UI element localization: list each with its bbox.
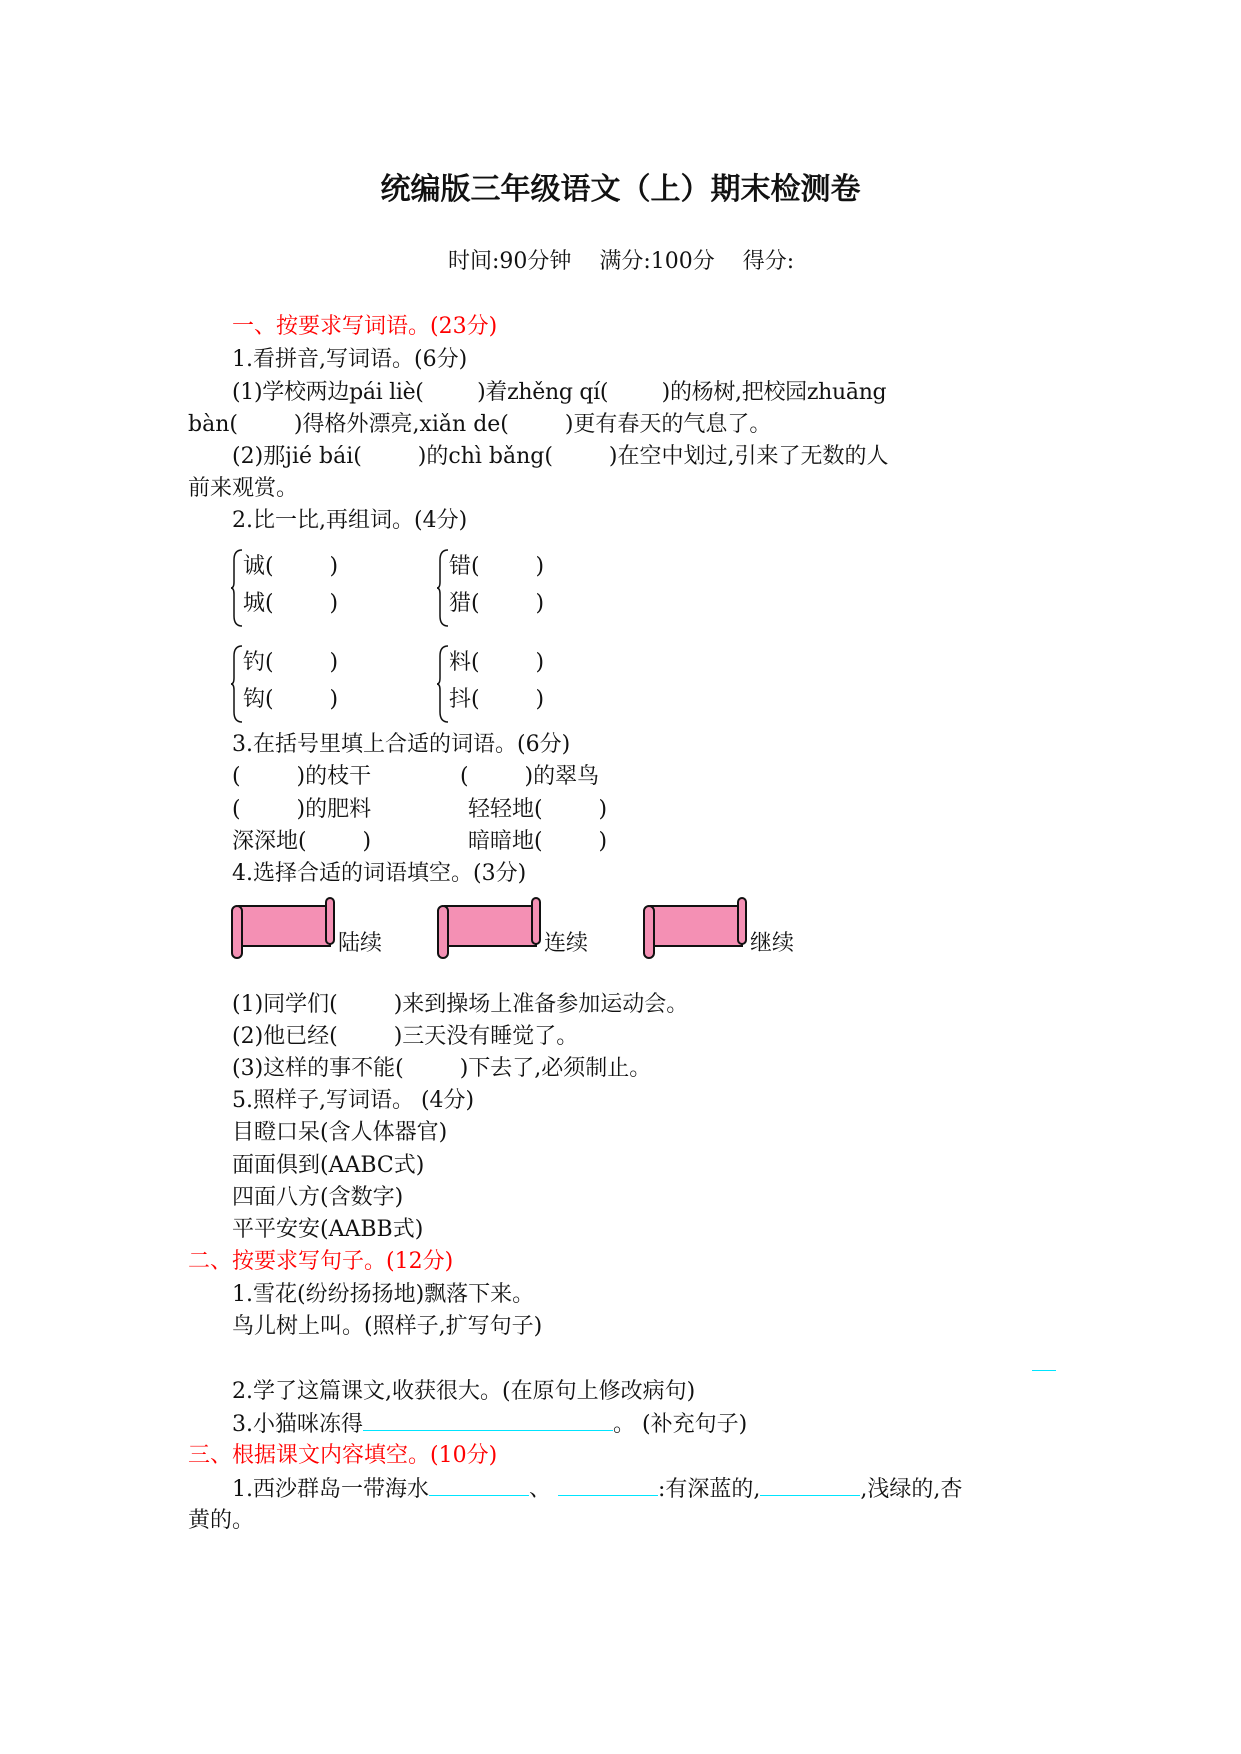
brace-icon [436, 644, 450, 724]
section-2-heading: 二、按要求写句子。(12分) [188, 1249, 454, 1274]
s3-q1-text: 、 [529, 1477, 552, 1502]
q5-item: 平平安安(AABB式) [232, 1217, 424, 1242]
answer-line[interactable] [1032, 1370, 1056, 1371]
q1-label: 1.看拼音,写词语。(6分) [232, 347, 468, 372]
q3-item: ( )的肥料 [232, 797, 372, 822]
q1-line: (2)那jié bái( )的chì bǎng( )在空中划过,引来了无数的人 [232, 444, 889, 469]
q2-item: 钩( ) [243, 687, 339, 712]
s3-q1-text: ,浅绿的,杏 [860, 1477, 963, 1502]
section-3-heading: 三、根据课文内容填空。(10分) [188, 1443, 498, 1468]
q2-item: 抖( ) [449, 687, 545, 712]
exam-header: 时间:90分钟 满分:100分 得分: [448, 249, 795, 274]
q4-sentence: (2)他已经( )三天没有睡觉了。 [232, 1024, 579, 1049]
brace-icon [230, 548, 244, 628]
page-title: 统编版三年级语文（上）期末检测卷 [380, 172, 861, 207]
q3-item: 暗暗地( ) [468, 829, 608, 854]
q1-line: 前来观赏。 [188, 476, 299, 501]
q3-label: 3.在括号里填上合适的词语。(6分) [232, 732, 571, 757]
word-option: 连续 [544, 931, 589, 956]
q2-item: 料( ) [449, 650, 545, 675]
s2-q1-task: 鸟儿树上叫。(照样子,扩写句子) [232, 1314, 543, 1339]
s2-q2: 2.学了这篇课文,收获很大。(在原句上修改病句) [232, 1379, 696, 1404]
q5-item: 面面俱到(AABC式) [232, 1153, 425, 1178]
q2-item: 猎( ) [449, 591, 545, 616]
section-1-heading: 一、按要求写词语。(23分) [232, 314, 498, 339]
q4-sentence: (3)这样的事不能( )下去了,必须制止。 [232, 1056, 652, 1081]
q3-item: ( )的枝干 [232, 764, 372, 789]
brace-icon [436, 548, 450, 628]
s3-q1-text: :有深蓝的, [658, 1477, 761, 1502]
q3-item: 深深地( ) [232, 829, 372, 854]
s2-q3-text: 3.小猫咪冻得 [232, 1412, 363, 1437]
q1-line: (1)学校两边pái liè( )着zhěng qí( )的杨树,把校园zhuāng [232, 380, 887, 405]
answer-blank[interactable] [760, 1473, 860, 1496]
q4-label: 4.选择合适的词语填空。(3分) [232, 861, 527, 886]
q2-item: 错( ) [449, 554, 545, 579]
s3-q1 [232, 1473, 962, 1505]
q5-label: 5.照样子,写词语。 (4分) [232, 1088, 475, 1113]
answer-blank[interactable] [429, 1473, 529, 1496]
word-option: 陆续 [338, 931, 383, 956]
answer-blank[interactable] [363, 1408, 613, 1431]
word-option: 继续 [750, 931, 795, 956]
q2-item: 诚( ) [243, 554, 339, 579]
s2-q3 [232, 1408, 747, 1440]
q2-label: 2.比一比,再组词。(4分) [232, 508, 468, 533]
q3-item: ( )的翠鸟 [460, 764, 600, 789]
q2-item: 钓( ) [243, 650, 339, 675]
q4-sentence: (1)同学们( )来到操场上准备参加运动会。 [232, 992, 689, 1017]
s2-q1: 1.雪花(纷纷扬扬地)飘落下来。 [232, 1282, 535, 1307]
q5-item: 四面八方(含数字) [232, 1185, 404, 1210]
q1-line: bàn( )得格外漂亮,xiǎn de( )更有春天的气息了。 [188, 412, 772, 437]
s3-q1-cont: 黄的。 [188, 1508, 255, 1533]
s2-q3-text: 。 (补充句子) [613, 1412, 748, 1437]
scroll-icon [230, 896, 342, 960]
brace-icon [230, 644, 244, 724]
q3-item: 轻轻地( ) [468, 797, 608, 822]
q5-item: 目瞪口呆(含人体器官) [232, 1120, 448, 1145]
answer-blank[interactable] [558, 1473, 658, 1496]
s3-q1-text: 1.西沙群岛一带海水 [232, 1477, 429, 1502]
q2-item: 城( ) [243, 591, 339, 616]
scroll-icon [642, 896, 754, 960]
scroll-icon [436, 896, 548, 960]
